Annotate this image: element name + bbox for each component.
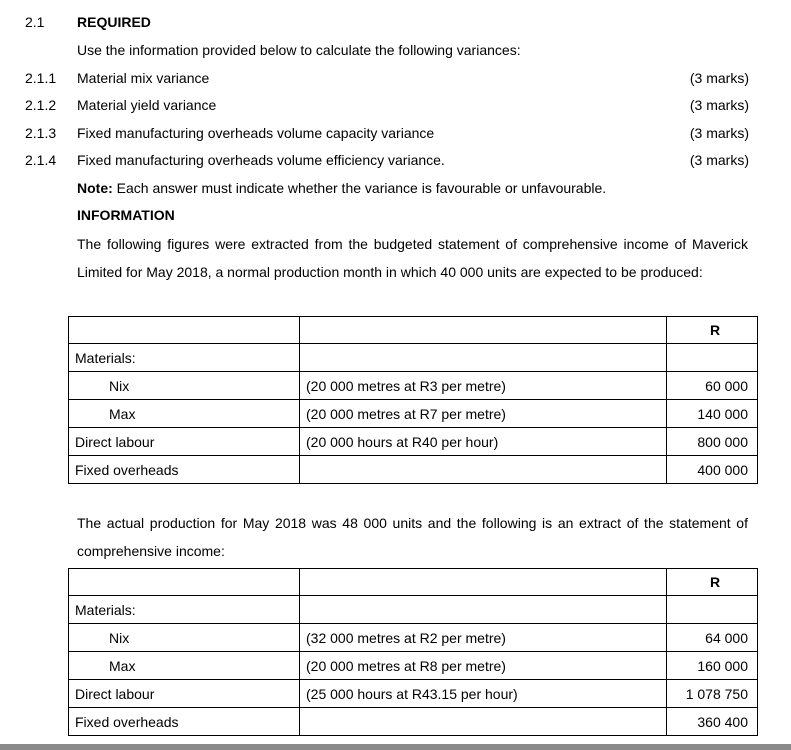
detail-cell — [300, 708, 667, 736]
section-number: 2.1 — [25, 14, 45, 30]
note-text: Each answer must indicate whether the variance is favourable or unfavourable. — [116, 180, 607, 196]
task-marks: (3 marks) — [689, 152, 749, 168]
amount-cell: 360 400 — [667, 708, 758, 736]
task-marks: (3 marks) — [689, 125, 749, 141]
table-row — [69, 456, 758, 484]
task-text: Material yield variance — [77, 97, 217, 113]
detail-cell: (20 000 metres at R8 per metre) — [300, 652, 667, 680]
detail-cell: (20 000 metres at R7 per metre) — [300, 400, 667, 428]
table-cell — [667, 344, 758, 372]
detail-cell: (25 000 hours at R43.15 per hour) — [300, 680, 667, 708]
detail-cell: (20 000 metres at R3 per metre) — [300, 372, 667, 400]
task-marks: (3 marks) — [689, 70, 749, 86]
budget-table — [68, 316, 758, 484]
intro-text: Use the information provided below to calculate the following variances: — [77, 42, 521, 58]
item-cell: Nix — [69, 624, 300, 652]
table-cell — [667, 596, 758, 624]
item-cell: Fixed overheads — [69, 708, 300, 736]
amount-cell: 400 000 — [667, 456, 758, 484]
item-cell: Max — [69, 400, 300, 428]
amount-cell: 64 000 — [667, 624, 758, 652]
amount-cell: 140 000 — [667, 400, 758, 428]
item-cell: Nix — [69, 372, 300, 400]
task-marks: (3 marks) — [689, 97, 749, 113]
budget-paragraph: The following figures were extracted from the budgeted statement of comprehensive income of Maverick Limited for May 2018, a normal production month in which 40 000 units are expected to be produced: — [77, 236, 748, 280]
materials-label: Materials: — [69, 596, 300, 624]
table-row — [69, 596, 758, 624]
table-cell — [300, 344, 667, 372]
bottom-divider — [0, 744, 791, 750]
table-header-row — [69, 317, 758, 344]
detail-cell — [300, 456, 667, 484]
task-text: Material mix variance — [77, 70, 210, 86]
amount-cell: 800 000 — [667, 428, 758, 456]
actual-paragraph: The actual production for May 2018 was 48 000 units and the following is an extract of the statement of comprehensive income: — [77, 515, 748, 559]
detail-cell: (32 000 metres at R2 per metre) — [300, 624, 667, 652]
item-cell: Direct labour — [69, 428, 300, 456]
table-cell — [69, 569, 300, 596]
item-cell: Direct labour — [69, 680, 300, 708]
amount-cell: 160 000 — [667, 652, 758, 680]
table-row — [69, 344, 758, 372]
task-number: 2.1.1 — [25, 70, 57, 86]
currency-header: R — [667, 317, 758, 344]
table-row — [69, 400, 758, 428]
table-cell — [69, 317, 300, 344]
item-cell: Max — [69, 652, 300, 680]
task-number: 2.1.4 — [25, 152, 57, 168]
amount-cell: 60 000 — [667, 372, 758, 400]
task-text: Fixed manufacturing overheads volume efficiency variance. — [77, 152, 445, 168]
task-text: Fixed manufacturing overheads volume capacity variance — [77, 125, 435, 141]
item-cell: Fixed overheads — [69, 456, 300, 484]
table-row — [69, 652, 758, 680]
amount-cell: 1 078 750 — [667, 680, 758, 708]
table-row — [69, 680, 758, 708]
section-title: REQUIRED — [77, 14, 151, 30]
detail-cell: (20 000 hours at R40 per hour) — [300, 428, 667, 456]
table-cell — [300, 569, 667, 596]
table-row — [69, 624, 758, 652]
materials-label: Materials: — [69, 344, 300, 372]
table-row — [69, 372, 758, 400]
table-header-row — [69, 569, 758, 596]
table-cell — [300, 317, 667, 344]
note — [77, 179, 606, 197]
table-row — [69, 428, 758, 456]
note-label: Note: — [77, 180, 113, 196]
task-number: 2.1.3 — [25, 125, 57, 141]
task-number: 2.1.2 — [25, 97, 57, 113]
table-cell — [300, 596, 667, 624]
currency-header: R — [667, 569, 758, 596]
table-row — [69, 708, 758, 736]
actual-table — [68, 568, 758, 736]
information-heading: INFORMATION — [77, 207, 175, 223]
